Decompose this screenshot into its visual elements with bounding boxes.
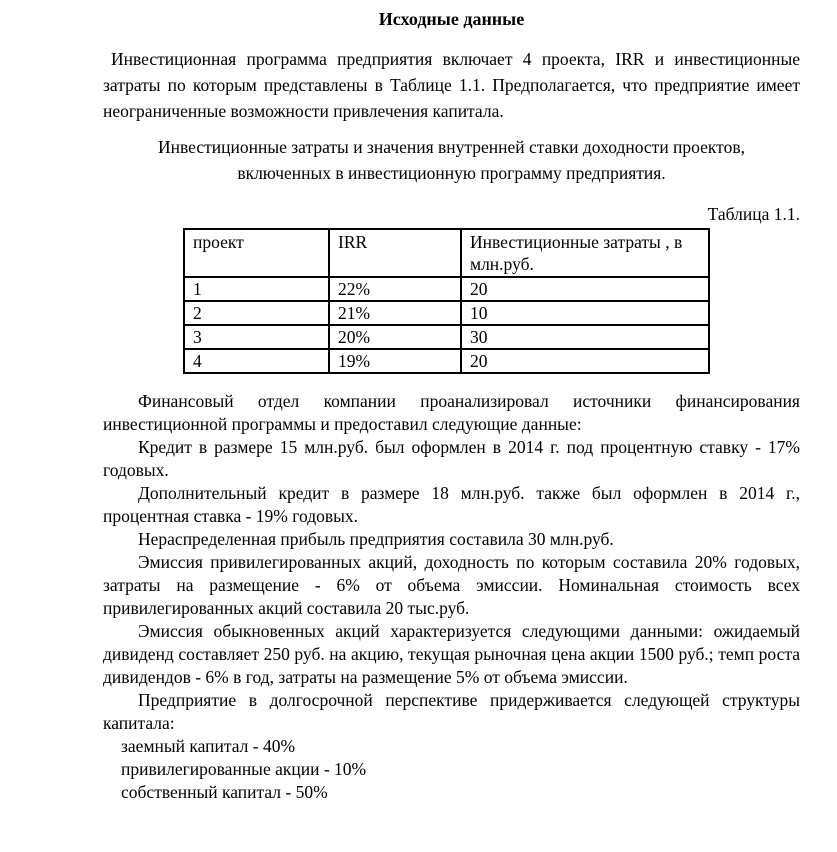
cell-project-number: 4	[184, 349, 329, 373]
table-header-row	[184, 229, 709, 277]
table-row	[184, 301, 709, 325]
cell-irr: 22%	[329, 277, 461, 301]
cell-investment-cost: 20	[461, 349, 709, 373]
paragraph-capital-structure-intro: Предприятие в долгосрочной перспективе придерживается следующей структуры капитала:	[103, 690, 800, 733]
paragraph-preferred-shares: Эмиссия привилегированных акций, доходность по которым составила 20% годовых, затраты на размещение - 6% от объема эмиссии. Номинальная стоимость всех привилегированных акций составила 20 тыс.руб.	[103, 552, 800, 618]
cell-investment-cost: 10	[461, 301, 709, 325]
table-row	[184, 277, 709, 301]
paragraph-retained-earnings: Нераспределенная прибыль предприятия составила 30 млн.руб.	[138, 529, 614, 549]
cell-project-number: 3	[184, 325, 329, 349]
cell-irr: 19%	[329, 349, 461, 373]
body-text-section	[103, 390, 800, 804]
cell-project-number: 2	[184, 301, 329, 325]
header-irr: IRR	[329, 229, 461, 277]
paragraph-credit-15: Кредит в размере 15 млн.руб. был оформлен в 2014 г. под процентную ставку - 17% годовых.	[103, 437, 800, 480]
cell-irr: 21%	[329, 301, 461, 325]
header-project: проект	[184, 229, 329, 277]
intro-paragraph: Инвестиционная программа предприятия включает 4 проекта, IRR и инвестиционные затраты по которым представлены в Таблице 1.1. Предполагается, что предприятие имеет неограниченные возможности привлечения капитала.	[103, 49, 800, 121]
table-caption: Инвестиционные затраты и значения внутренней ставки доходности проектов, включенных в инвестиционную программу предприятия.	[158, 137, 745, 183]
capital-structure-item-preferred: привилегированные акции - 10%	[121, 759, 367, 779]
cell-investment-cost: 30	[461, 325, 709, 349]
paragraph-financial-dept: Финансовый отдел компании проанализировал источники финансирования инвестиционной программы и предоставил следующие данные:	[103, 391, 800, 434]
paragraph-common-shares: Эмиссия обыкновенных акций характеризуется следующими данными: ожидаемый дивиденд составляет 250 руб. на акцию, текущая рыночная цена акции 1500 руб.; темп роста дивидендов - 6% в год, затраты на размещение 5% от объема эмиссии.	[103, 621, 800, 687]
table-label: Таблица 1.1.	[707, 204, 800, 224]
cell-project-number: 1	[184, 277, 329, 301]
paragraph-credit-18: Дополнительный кредит в размере 18 млн.руб. также был оформлен в 2014 г., процентная ставка - 19% годовых.	[103, 483, 800, 526]
capital-structure-item-debt: заемный капитал - 40%	[121, 736, 296, 756]
projects-table	[183, 228, 710, 374]
document-title: Исходные данные	[378, 9, 525, 29]
table-row	[184, 349, 709, 373]
header-investment-costs: Инвестиционные затраты , в млн.руб.	[461, 229, 709, 277]
capital-structure-item-equity: собственный капитал - 50%	[121, 782, 328, 802]
cell-irr: 20%	[329, 325, 461, 349]
cell-investment-cost: 20	[461, 277, 709, 301]
table-row	[184, 325, 709, 349]
